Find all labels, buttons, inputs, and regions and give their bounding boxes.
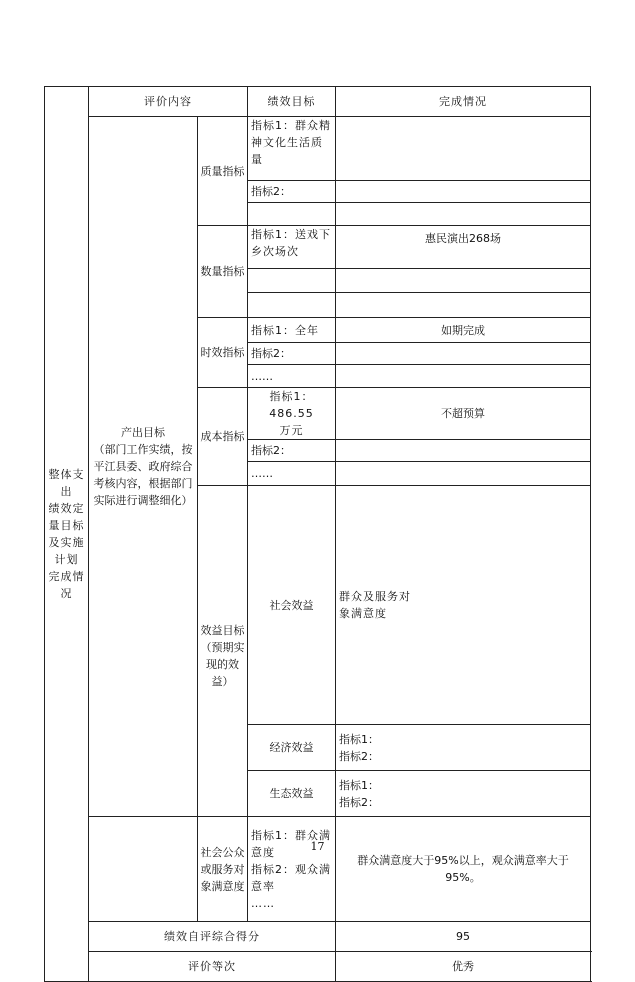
empty-cell bbox=[336, 343, 591, 365]
output-target-cell bbox=[89, 117, 198, 817]
indicator-line: 乡次场次 bbox=[251, 245, 299, 258]
section-label-line: 况 bbox=[60, 587, 73, 600]
quantity-indicator-1-result: 惠民演出268场 bbox=[336, 226, 591, 269]
indicator-line: 神文化生活质 bbox=[251, 136, 323, 149]
col-header-eval-content: 评价内容 bbox=[89, 87, 248, 117]
economic-benefit-label: 经济效益 bbox=[248, 725, 336, 771]
indicator-line: 指标1：送戏下 bbox=[251, 228, 331, 241]
score-label: 绩效自评综合得分 bbox=[89, 922, 336, 952]
section-label-line: 量目标 bbox=[48, 519, 85, 532]
output-target-title: 产出目标 bbox=[121, 426, 165, 439]
indicator-line: 指标1：486.55 bbox=[269, 390, 314, 420]
empty-cell bbox=[248, 203, 336, 226]
output-target-note-line: （部门工作实绩，按 bbox=[93, 443, 193, 456]
label-line: 象满意度 bbox=[200, 879, 245, 893]
indicator-line: 指标1： bbox=[339, 778, 379, 792]
timeliness-indicator-label: 时效指标 bbox=[198, 318, 248, 388]
score-value: 95 bbox=[336, 922, 591, 952]
cost-indicator-2: 指标2： bbox=[248, 440, 336, 462]
empty-cell bbox=[336, 462, 591, 486]
indicator-line: 万元 bbox=[279, 424, 304, 437]
quality-indicator-1-result bbox=[336, 117, 591, 181]
ecological-benefit-indicators bbox=[336, 771, 591, 817]
timeliness-indicator-1-result: 如期完成 bbox=[336, 318, 591, 343]
output-target-note-line: 考核内容，根据部门 bbox=[93, 477, 193, 490]
empty-cell bbox=[248, 269, 336, 293]
satisfaction-indicators bbox=[248, 817, 336, 922]
quality-indicator-2: 指标2： bbox=[248, 181, 336, 203]
quantity-indicator-label: 数量指标 bbox=[198, 226, 248, 318]
col-header-completion: 完成情况 bbox=[336, 87, 591, 117]
empty-cell bbox=[336, 203, 591, 226]
indicator-line: …… bbox=[251, 896, 275, 910]
result-line: 95%。 bbox=[445, 871, 481, 884]
indicator-line: 意度 bbox=[251, 845, 275, 859]
empty-cell bbox=[336, 269, 591, 293]
label-line: 社会公众 bbox=[200, 845, 245, 859]
header-row bbox=[45, 87, 591, 117]
benefit-target-cell bbox=[198, 486, 248, 817]
section-label-line: 完成情 bbox=[48, 570, 85, 583]
output-target-note-line: 实际进行调整细化） bbox=[93, 494, 193, 507]
result-line: 群众满意度大于95%以上，观众满意率大于 bbox=[357, 854, 569, 867]
score-row bbox=[45, 922, 591, 952]
cost-ellipsis: …… bbox=[248, 462, 336, 486]
indicator-line: 量 bbox=[251, 153, 263, 166]
empty-cell bbox=[336, 440, 591, 462]
indicator-line: 指标2： bbox=[339, 749, 379, 763]
indicator-line: 指标2： bbox=[339, 795, 379, 809]
indicator-line: 指标1：群众精 bbox=[251, 119, 331, 132]
indicator-line: 指标2：观众满 bbox=[251, 862, 331, 876]
indicator-line: 指标1： bbox=[339, 732, 379, 746]
ecological-benefit-label: 生态效益 bbox=[248, 771, 336, 817]
cost-indicator-label: 成本指标 bbox=[198, 388, 248, 486]
social-benefit-indicator bbox=[336, 486, 591, 725]
satisfaction-result bbox=[336, 817, 591, 922]
section-label-line: 出 bbox=[60, 485, 73, 498]
timeliness-ellipsis: …… bbox=[248, 365, 336, 388]
satisfaction-row bbox=[45, 817, 591, 922]
quality-indicator-2-result bbox=[336, 181, 591, 203]
quality-indicator-label: 质量指标 bbox=[198, 117, 248, 226]
output-target-note-line: 平江县委、政府综合 bbox=[93, 460, 193, 473]
grade-label: 评价等次 bbox=[89, 952, 336, 982]
indicator-line: 指标1：群众满 bbox=[251, 828, 331, 842]
grade-value: 优秀 bbox=[336, 952, 591, 982]
page-number: 17 bbox=[310, 840, 325, 853]
empty-cell bbox=[248, 293, 336, 318]
section-label-line: 整体支 bbox=[48, 468, 85, 481]
economic-benefit-indicators bbox=[336, 725, 591, 771]
indicator-line: 意率 bbox=[251, 879, 275, 893]
col-header-perf-target: 绩效目标 bbox=[248, 87, 336, 117]
empty-cell bbox=[89, 817, 198, 922]
cost-indicator-1 bbox=[248, 388, 336, 440]
quantity-indicator-1 bbox=[248, 226, 336, 269]
social-benefit-label: 社会效益 bbox=[248, 486, 336, 725]
quality-row-1 bbox=[45, 117, 591, 181]
section-label-line: 及实施 bbox=[48, 536, 85, 549]
empty-cell bbox=[336, 365, 591, 388]
timeliness-indicator-2: 指标2： bbox=[248, 343, 336, 365]
benefit-target-title: 效益目标 bbox=[200, 624, 245, 637]
section-label-line: 绩效定 bbox=[48, 502, 85, 515]
cost-indicator-1-result: 不超预算 bbox=[336, 388, 591, 440]
section-label-line: 计划 bbox=[54, 553, 79, 566]
empty-cell bbox=[336, 293, 591, 318]
label-line: 或服务对 bbox=[200, 862, 245, 876]
indicator-line: 群众及服务对 bbox=[339, 590, 411, 603]
indicator-line: 象满意度 bbox=[339, 607, 387, 620]
benefit-target-note: （预期实现的效益） bbox=[200, 641, 245, 688]
quality-indicator-1 bbox=[248, 117, 336, 181]
timeliness-indicator-1: 指标1：全年 bbox=[248, 318, 336, 343]
satisfaction-label bbox=[198, 817, 248, 922]
grade-row bbox=[45, 952, 591, 982]
